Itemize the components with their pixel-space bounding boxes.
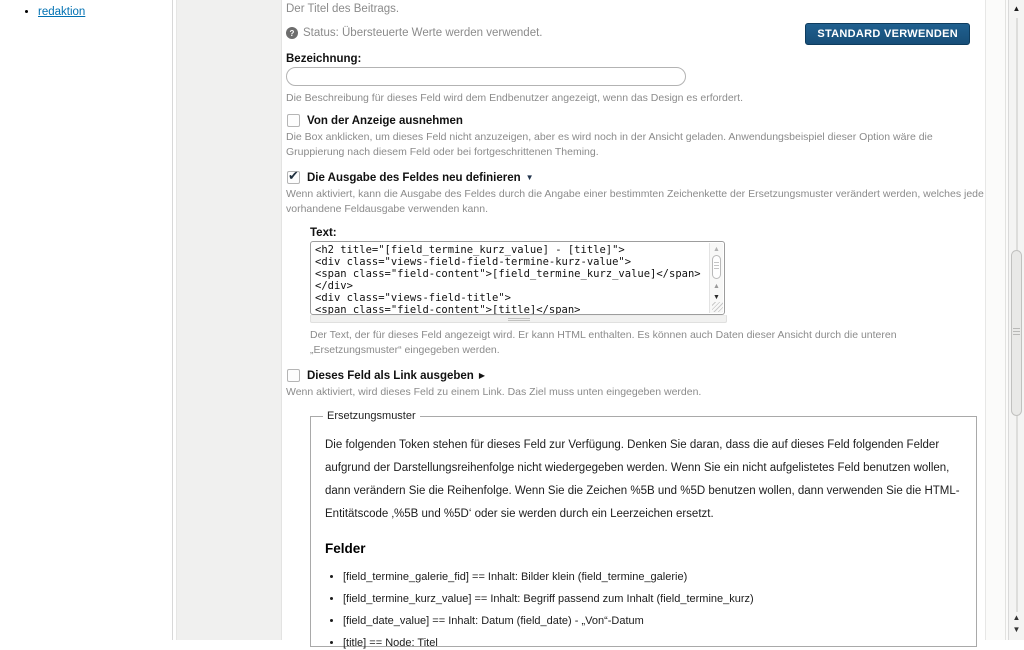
link-checkbox-label[interactable]: Dieses Feld als Link ausgeben xyxy=(307,369,474,382)
rewrite-text-area-wrapper xyxy=(310,241,725,315)
replacement-patterns-intro: Die folgenden Token stehen für dieses Feld zur Verfügung. Denken Sie daran, dass die auf dieses Feld folgenden Felder aufgrund der Darstellungsreihenfolge nicht wiedergegeben werden. Wenn Sie ein nicht aufgelistetes Feld benutzen wollen, dann verändern Sie die Reihenfolge. Wenn Sie die Zeichen %5B und %5D benutzen wollen, dann verwenden Sie die HTML-Entitätscode ‚%5B und %5D‘ oder sie werden durch ein Leerzeichen ersetzt. xyxy=(325,439,960,520)
replacement-patterns-legend: Ersetzungsmuster xyxy=(327,410,416,422)
field-settings-panel xyxy=(282,0,985,649)
text-label: Text: xyxy=(310,227,337,239)
left-sidebar xyxy=(0,0,173,640)
sidebar-list-item xyxy=(38,6,172,18)
textarea-scroll-up-icon[interactable]: ▲ xyxy=(713,246,720,253)
link-checkbox[interactable] xyxy=(287,369,300,382)
token-list xyxy=(343,571,962,650)
scrollbar-up-bottom-icon[interactable]: ▲ xyxy=(1012,613,1021,622)
help-icon: ? xyxy=(286,27,298,39)
bezeichnung-description: Die Beschreibung für dieses Feld wird dem Endbenutzer angezeigt, wenn das Design es erfordert. xyxy=(286,92,744,104)
exclude-checkbox[interactable] xyxy=(287,114,300,127)
rewrite-text-area[interactable] xyxy=(315,244,709,314)
exclude-checkbox-label[interactable]: Von der Anzeige ausnehmen xyxy=(307,114,463,127)
field-help-text: Der Titel des Beitrags. xyxy=(286,3,400,15)
textarea-scrollbar-thumb[interactable] xyxy=(712,255,721,279)
replacement-patterns-fieldset xyxy=(310,410,977,647)
use-default-button[interactable]: STANDARD VERWENDEN xyxy=(805,23,970,45)
textarea-scroll-down-icon[interactable]: ▼ xyxy=(713,294,720,301)
textarea-scrollbar[interactable] xyxy=(709,243,723,313)
text-description: Der Text, der für dieses Feld angezeigt wird. Er kann HTML enthalten. Es können auch Daten dieser Ansicht durch die unteren „Ersetzungsmuster“ eingegeben werden. xyxy=(310,329,897,356)
scrollbar-thumb[interactable] xyxy=(1011,250,1022,416)
token-list-item: • [field_date_value] == Inhalt: Datum (field_date) - „Von“-Datum xyxy=(343,615,962,628)
exclude-description: Die Box anklicken, um dieses Feld nicht anzuzeigen, aber es wird noch in der Ansicht geladen. Anwendungsbeispiel dieser Option wäre die Gruppierung nach diesem Feld oder bei fortgeschrittenen Theming. xyxy=(286,131,933,158)
rewrite-description: Wenn aktiviert, kann die Ausgabe des Feldes durch die Angabe einer bestimmten Zeichenkette der Ersetzungsmuster verändert werden, welches jede vorhandene Feldausgabe verwenden kann. xyxy=(286,188,984,215)
right-gutter xyxy=(985,0,1008,640)
sidebar-link-redaktion[interactable]: redaktion xyxy=(38,6,86,18)
chevron-right-icon: ▶ xyxy=(478,371,485,380)
bezeichnung-input[interactable] xyxy=(286,67,686,86)
rewrite-checkbox-row xyxy=(286,171,982,184)
rewrite-checkbox[interactable] xyxy=(287,171,300,184)
bezeichnung-label: Bezeichnung: xyxy=(286,53,362,65)
textarea-scroll-up2-icon[interactable]: ▲ xyxy=(713,283,720,290)
rewrite-checkbox-label[interactable]: Die Ausgabe des Feldes neu definieren xyxy=(307,171,521,184)
token-list-item: • [title] == Node: Titel xyxy=(343,637,962,650)
scrollbar-down-icon[interactable]: ▼ xyxy=(1012,625,1021,634)
scrollbar-up-icon[interactable]: ▲ xyxy=(1012,4,1021,13)
sidebar-list xyxy=(0,6,172,18)
link-description: Wenn aktiviert, wird dieses Feld zu einem Link. Das Ziel muss unten eingegeben werden. xyxy=(286,386,702,398)
chevron-down-icon: ▼ xyxy=(525,173,534,182)
page-scrollbar[interactable] xyxy=(1008,0,1024,640)
exclude-checkbox-row xyxy=(286,114,982,127)
link-checkbox-row xyxy=(286,369,982,382)
textarea-resize-handle[interactable] xyxy=(712,302,723,312)
token-list-item: • [field_termine_galerie_fid] == Inhalt: Bilder klein (field_termine_galerie) xyxy=(343,571,962,584)
middle-gutter xyxy=(176,0,282,640)
fields-heading: Felder xyxy=(325,541,366,556)
token-list-item: • [field_termine_kurz_value] == Inhalt: Begriff passend zum Inhalt (field_termine_kurz) xyxy=(343,593,962,606)
status-text: Status: Übersteuerte Werte werden verwendet. xyxy=(303,27,543,39)
textarea-grippie-handle[interactable] xyxy=(310,315,727,323)
